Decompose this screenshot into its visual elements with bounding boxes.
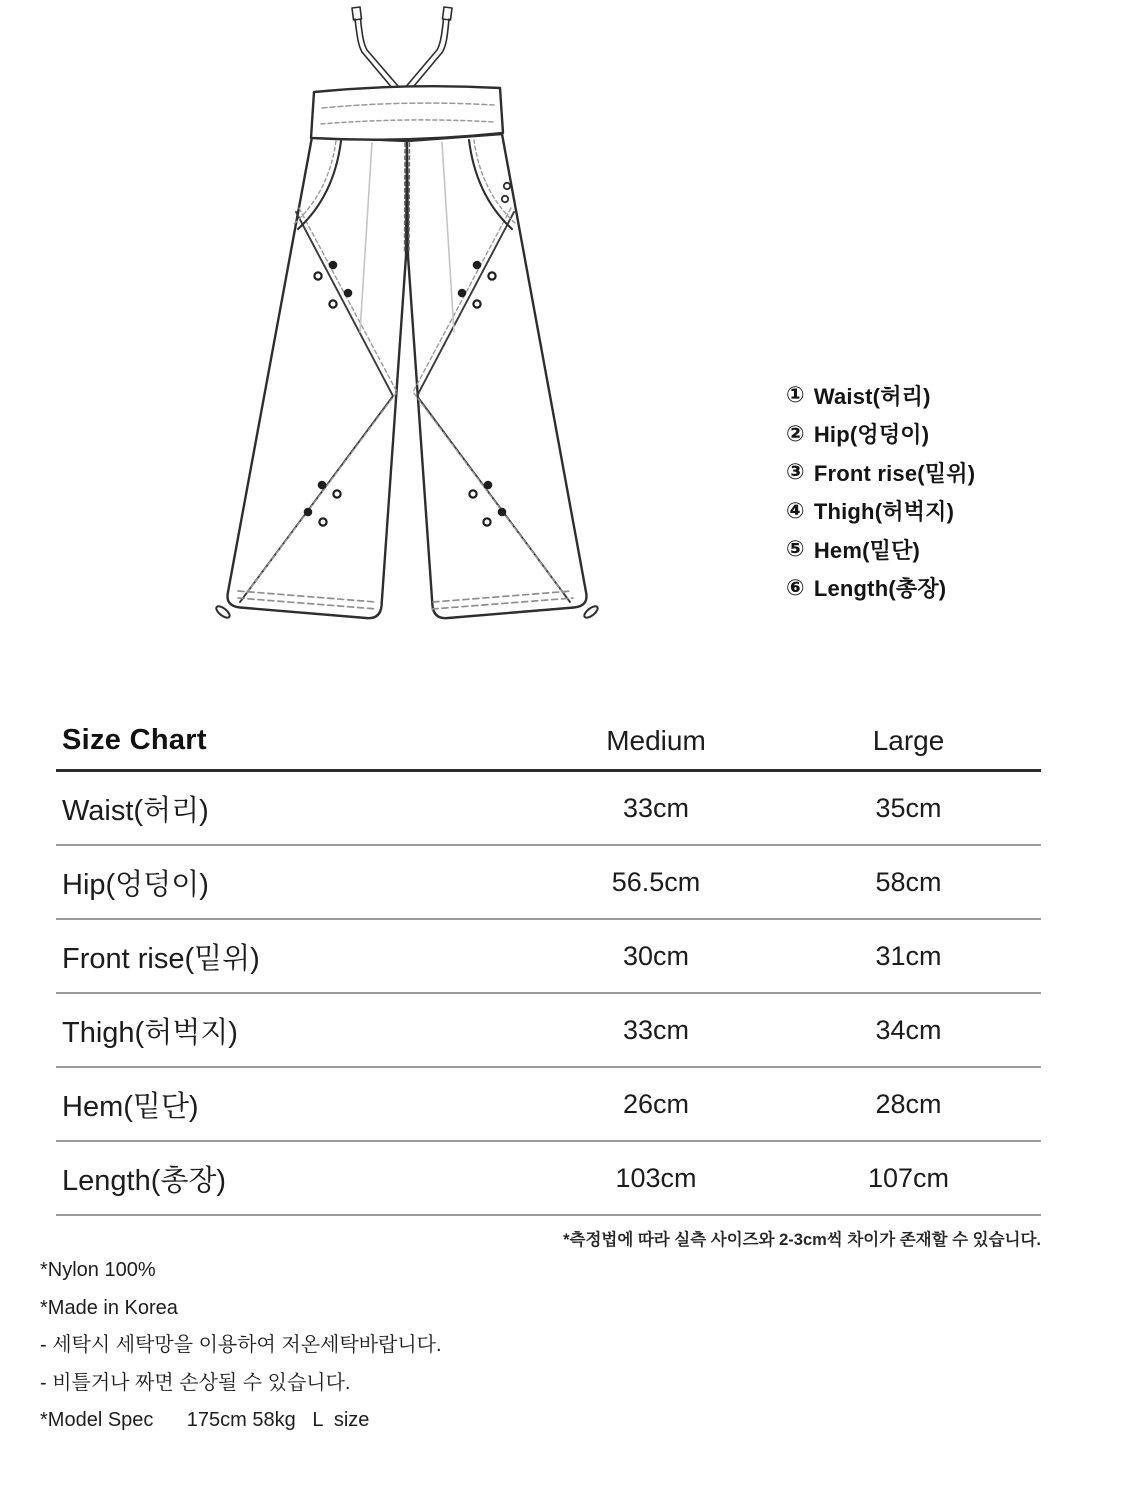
column-header-large: Large [872,724,945,756]
legend-label: Hip(엉덩이) [813,422,930,447]
legend-label: Hem(밑단) [813,537,921,563]
circled-number-6-icon: ⑥ [786,574,805,600]
legend-label: Length(총장) [813,576,947,601]
circled-number-1-icon: ① [786,382,805,407]
row-label: Hip(엉덩이) [62,868,209,901]
medium-value: 103cm [615,1162,697,1193]
measurement-tolerance-footnote: *측정법에 따라 실측 사이즈와 2-3cm씩 차이가 존재할 수 있습니다. [563,1231,1041,1249]
legend-label: Waist(허리) [813,383,931,409]
legend-item-hem [786,536,975,563]
large-value: 34cm [875,1014,942,1045]
table-row-front-rise [56,920,1041,994]
large-value: 107cm [867,1162,950,1193]
table-row-thigh [56,994,1041,1068]
large-value: 58cm [875,866,942,897]
row-label: Front rise(밑위) [62,942,260,975]
legend-item-hip [786,420,975,447]
drawstring-left [352,7,398,89]
note-washing-2: - 비틀거나 짜면 손상될 수 있습니다. [40,1371,351,1394]
row-label: Length(총장) [62,1164,227,1197]
table-row-hip [56,846,1041,920]
medium-value: 56.5cm [611,866,701,897]
size-chart-header-row [56,712,1041,772]
medium-value: 33cm [622,792,690,823]
circled-number-4-icon: ④ [786,497,805,523]
row-label: Hem(밑단) [62,1090,199,1123]
row-label: Waist(허리) [62,794,209,827]
table-row-hem [56,1068,1041,1142]
large-value: 28cm [875,1088,942,1119]
note-washing-1: - 세탁시 세탁망을 이용하여 저온세탁바랍니다. [40,1334,442,1356]
large-value: 35cm [875,792,942,823]
circled-number-3-icon: ③ [786,459,805,484]
large-value: 31cm [875,940,942,971]
note-fabric: *Nylon 100% [40,1259,156,1281]
medium-value: 30cm [622,940,690,971]
drawstring-right [407,7,453,89]
column-header-medium: Medium [606,724,706,756]
left-leg [228,137,408,618]
legend-item-length [786,574,975,601]
medium-value: 33cm [622,1014,690,1045]
table-row-length [56,1142,1041,1216]
waistband [311,86,503,139]
right-leg [407,134,587,618]
circled-number-2-icon: ② [786,420,805,446]
product-notes [40,1258,442,1446]
size-chart-title: Size Chart [62,724,207,756]
size-chart-table [56,712,1041,1216]
legend-item-front-rise [786,459,976,486]
note-origin: *Made in Korea [40,1296,178,1319]
note-model-spec: *Model Spec 175cm 58kg L size [40,1409,370,1431]
legend-label: Thigh(허벅지) [813,499,955,524]
pants-flat-sketch-drawing [150,0,670,650]
medium-value: 26cm [622,1088,690,1119]
circled-number-5-icon: ⑤ [786,536,805,561]
legend-item-waist [786,382,975,409]
row-label: Thigh(허벅지) [62,1016,238,1049]
table-row-waist [56,772,1041,846]
legend-item-thigh [786,497,975,524]
measurement-legend [786,384,975,615]
legend-label: Front rise(밑위) [813,460,976,486]
